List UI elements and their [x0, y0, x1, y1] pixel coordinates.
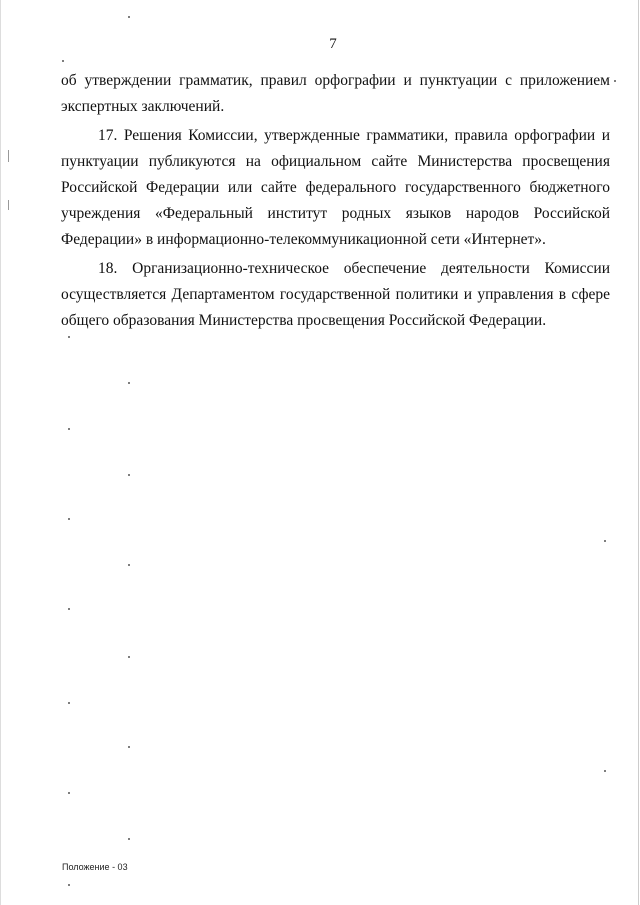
scan-speck	[128, 746, 130, 748]
scan-speck	[128, 16, 130, 18]
footer-document-code: Положение - 03	[62, 862, 128, 872]
scan-speck	[68, 428, 70, 430]
document-body	[61, 68, 610, 334]
scan-speck	[604, 540, 606, 542]
scan-speck	[68, 518, 70, 520]
scan-speck	[128, 474, 130, 476]
scan-edge-line	[0, 0, 1, 905]
scan-speck	[68, 336, 70, 338]
scan-speck	[128, 838, 130, 840]
scan-speck	[68, 608, 70, 610]
scan-speck	[128, 382, 130, 384]
scan-speck	[128, 656, 130, 658]
scan-edge-mark	[8, 200, 9, 210]
scan-speck	[614, 80, 616, 82]
paragraph-item-18: 18. Организационно-техническое обеспечение деятельности Комиссии осуществляется Департаментом государственной политики и управления в сфере общего образования Министерства просвещения Российской Федерации.	[61, 260, 610, 329]
scan-speck	[68, 792, 70, 794]
scan-speck	[128, 564, 130, 566]
scan-speck	[68, 884, 70, 886]
scan-edge-line	[638, 0, 639, 905]
paragraph-continuation: об утверждении грамматик, правил орфографии и пунктуации с приложением экспертных заключений.	[61, 72, 610, 115]
scan-speck	[62, 60, 64, 62]
page-number: 7	[329, 36, 337, 52]
scan-speck	[68, 702, 70, 704]
paragraph-item-17: 17. Решения Комиссии, утвержденные грамматики, правила орфографии и пунктуации публикуются на официальном сайте Министерства просвещения Российской Федерации или сайте федерального государственного бюджетного учреждения «Федеральный институт родных языков народов Российской Федерации» в информационно-телекоммуникационной сети «Интернет».	[61, 127, 610, 248]
scan-edge-mark	[8, 150, 9, 162]
scan-speck	[604, 770, 606, 772]
